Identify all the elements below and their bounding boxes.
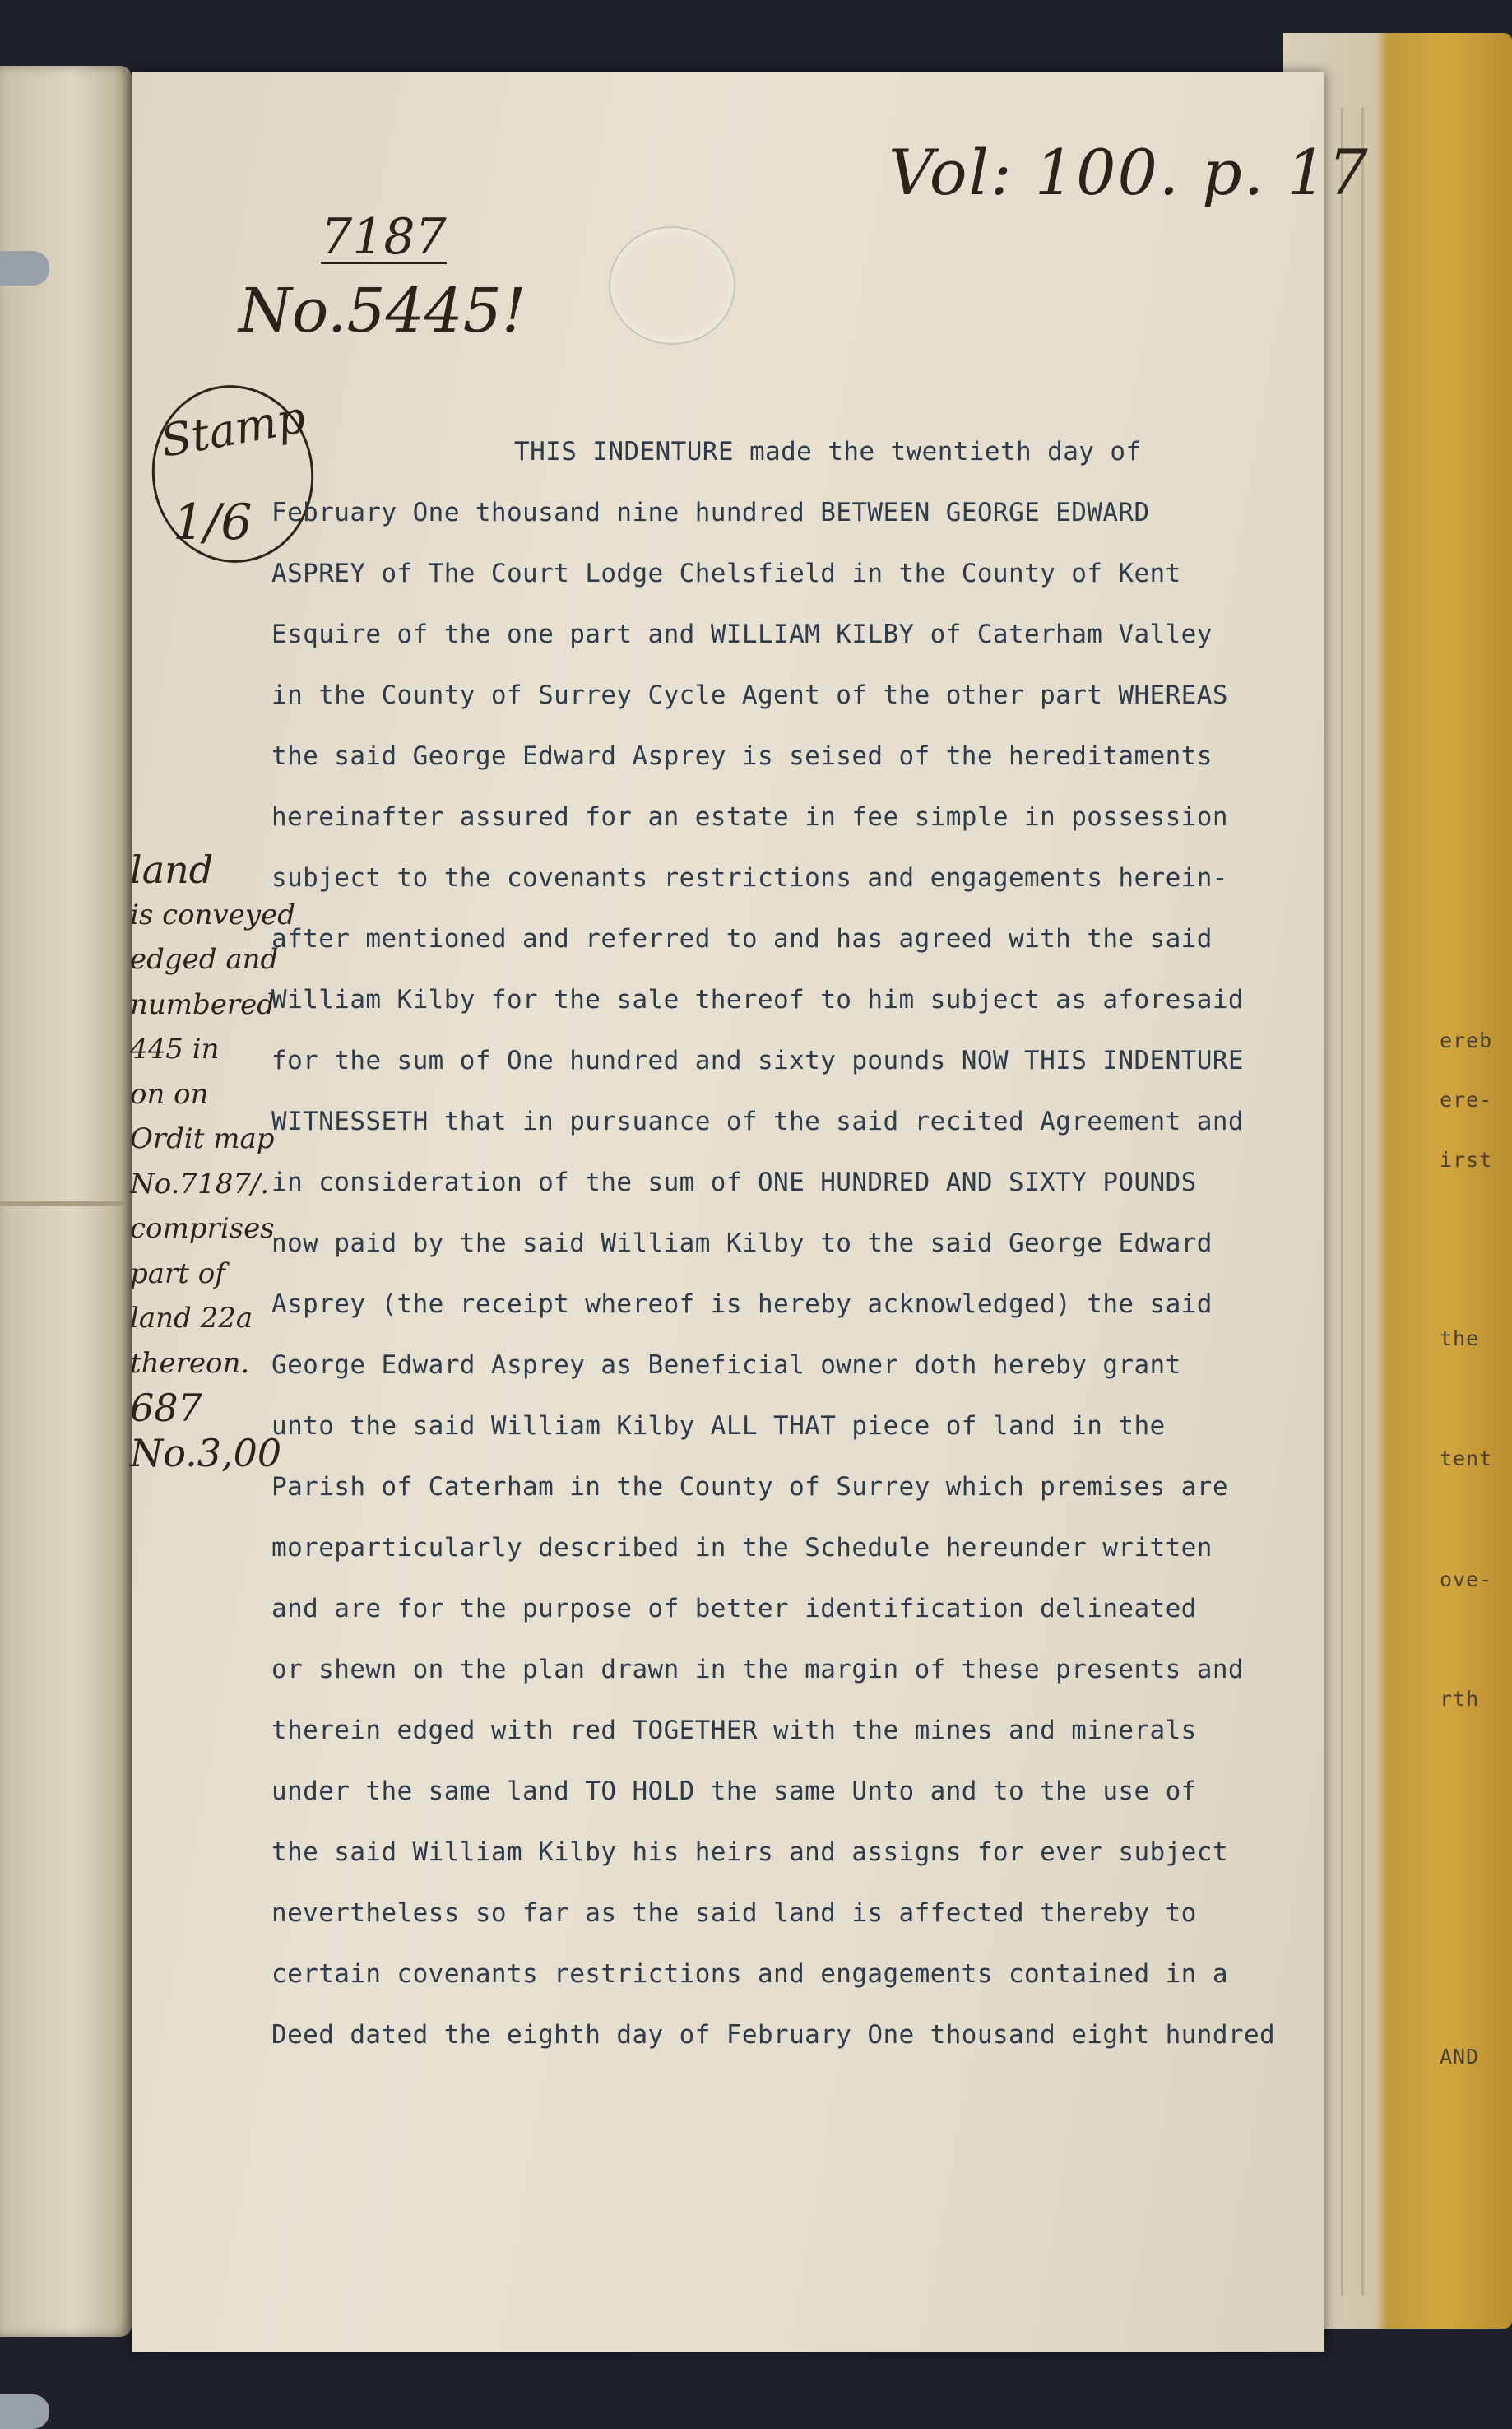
body-line: THIS INDENTURE made the twentieth day of xyxy=(514,437,1142,467)
left-page-damage xyxy=(0,2394,49,2429)
stack-edge-line xyxy=(1361,107,1364,2296)
indenture-body xyxy=(271,421,1308,2065)
margin-note-line: numbered xyxy=(130,987,276,1021)
body-line: ASPREY of The Court Lodge Chelsfield in the County of Kent xyxy=(271,559,1181,588)
edge-fragment: ereb xyxy=(1440,1029,1493,1052)
edge-fragment: AND xyxy=(1440,2045,1480,2069)
edge-fragment: irst xyxy=(1440,1148,1493,1172)
edge-fragment: tent xyxy=(1440,1447,1493,1470)
left-page-damage xyxy=(0,251,49,286)
left-page-fold xyxy=(0,1201,123,1206)
margin-note-line: 687 xyxy=(130,1386,202,1430)
margin-note-line: Ordit map xyxy=(130,1122,275,1155)
margin-note-line: No.7187/. xyxy=(130,1167,270,1201)
body-line: for the sum of One hundred and sixty pounds NOW THIS INDENTURE xyxy=(271,1046,1244,1075)
body-line: now paid by the said William Kilby to the said George Edward xyxy=(271,1228,1213,1258)
registry-number: No.5445! xyxy=(239,276,526,346)
embossed-seal xyxy=(609,226,735,345)
body-line: Parish of Caterham in the County of Surrey which premises are xyxy=(271,1472,1228,1502)
margin-note-line: No.3,00 xyxy=(130,1430,282,1475)
margin-note-line: thereon. xyxy=(130,1346,250,1380)
body-line: hereinafter assured for an estate in fee simple in possession xyxy=(271,802,1228,832)
body-line: Deed dated the eighth day of February One thousand eight hundred xyxy=(271,2020,1276,2050)
edge-fragment: ere- xyxy=(1440,1088,1493,1112)
margin-note-line: on on xyxy=(130,1077,209,1111)
body-line: Esquire of the one part and WILLIAM KILBY of Caterham Valley xyxy=(271,620,1213,649)
stamp-amount: 1/6 xyxy=(173,494,253,551)
body-line: and are for the purpose of better identification delineated xyxy=(271,1594,1197,1623)
body-line: the said William Kilby his heirs and assigns for ever subject xyxy=(271,1837,1228,1867)
margin-note-line: comprises xyxy=(130,1212,275,1245)
edge-fragment: the xyxy=(1440,1326,1480,1350)
margin-note-line: land 22a xyxy=(130,1302,253,1335)
registry-number-top: 7187 xyxy=(321,208,447,266)
body-line: William Kilby for the sale thereof to him subject as aforesaid xyxy=(271,985,1244,1015)
body-line: subject to the covenants restrictions and engagements herein- xyxy=(271,863,1228,893)
margin-note-line: is conveyed xyxy=(130,898,295,931)
margin-note-line: part of xyxy=(130,1256,225,1290)
body-line: the said George Edward Asprey is seised of the hereditaments xyxy=(271,741,1213,771)
body-line: moreparticularly described in the Schedule hereunder written xyxy=(271,1533,1213,1563)
body-line: Asprey (the receipt whereof is hereby acknowledged) the said xyxy=(271,1289,1213,1319)
stack-edge-line xyxy=(1341,107,1343,2296)
body-line: therein edged with red TOGETHER with the mines and minerals xyxy=(271,1716,1197,1745)
body-line: after mentioned and referred to and has agreed with the said xyxy=(271,924,1213,954)
body-line: February One thousand nine hundred BETWEEN GEORGE EDWARD xyxy=(271,498,1150,527)
edge-fragment: ove- xyxy=(1440,1567,1493,1591)
stamp-note: Stamp xyxy=(156,391,309,467)
body-line: in consideration of the sum of ONE HUNDRED AND SIXTY POUNDS xyxy=(271,1168,1197,1197)
body-line: or shewn on the plan drawn in the margin of these presents and xyxy=(271,1655,1244,1684)
edge-fragment: rth xyxy=(1440,1687,1480,1711)
left-facing-page xyxy=(0,66,132,2337)
body-line: in the County of Surrey Cycle Agent of the other part WHEREAS xyxy=(271,680,1228,710)
body-line: nevertheless so far as the said land is affected thereby to xyxy=(271,1898,1197,1928)
body-line: unto the said William Kilby ALL THAT piece of land in the xyxy=(271,1411,1166,1441)
volume-reference: Vol: 100. p. 17 xyxy=(888,136,1370,209)
body-line: WITNESSETH that in pursuance of the said recited Agreement and xyxy=(271,1107,1244,1136)
margin-note xyxy=(130,848,295,1475)
margin-note-line: edged and xyxy=(130,943,279,976)
margin-note-line: land xyxy=(130,848,214,892)
body-line: certain covenants restrictions and engagements contained in a xyxy=(271,1959,1228,1989)
body-line: under the same land TO HOLD the same Unto and to the use of xyxy=(271,1776,1197,1806)
body-line: George Edward Asprey as Beneficial owner doth hereby grant xyxy=(271,1350,1181,1380)
margin-note-line: 445 in xyxy=(130,1033,220,1066)
